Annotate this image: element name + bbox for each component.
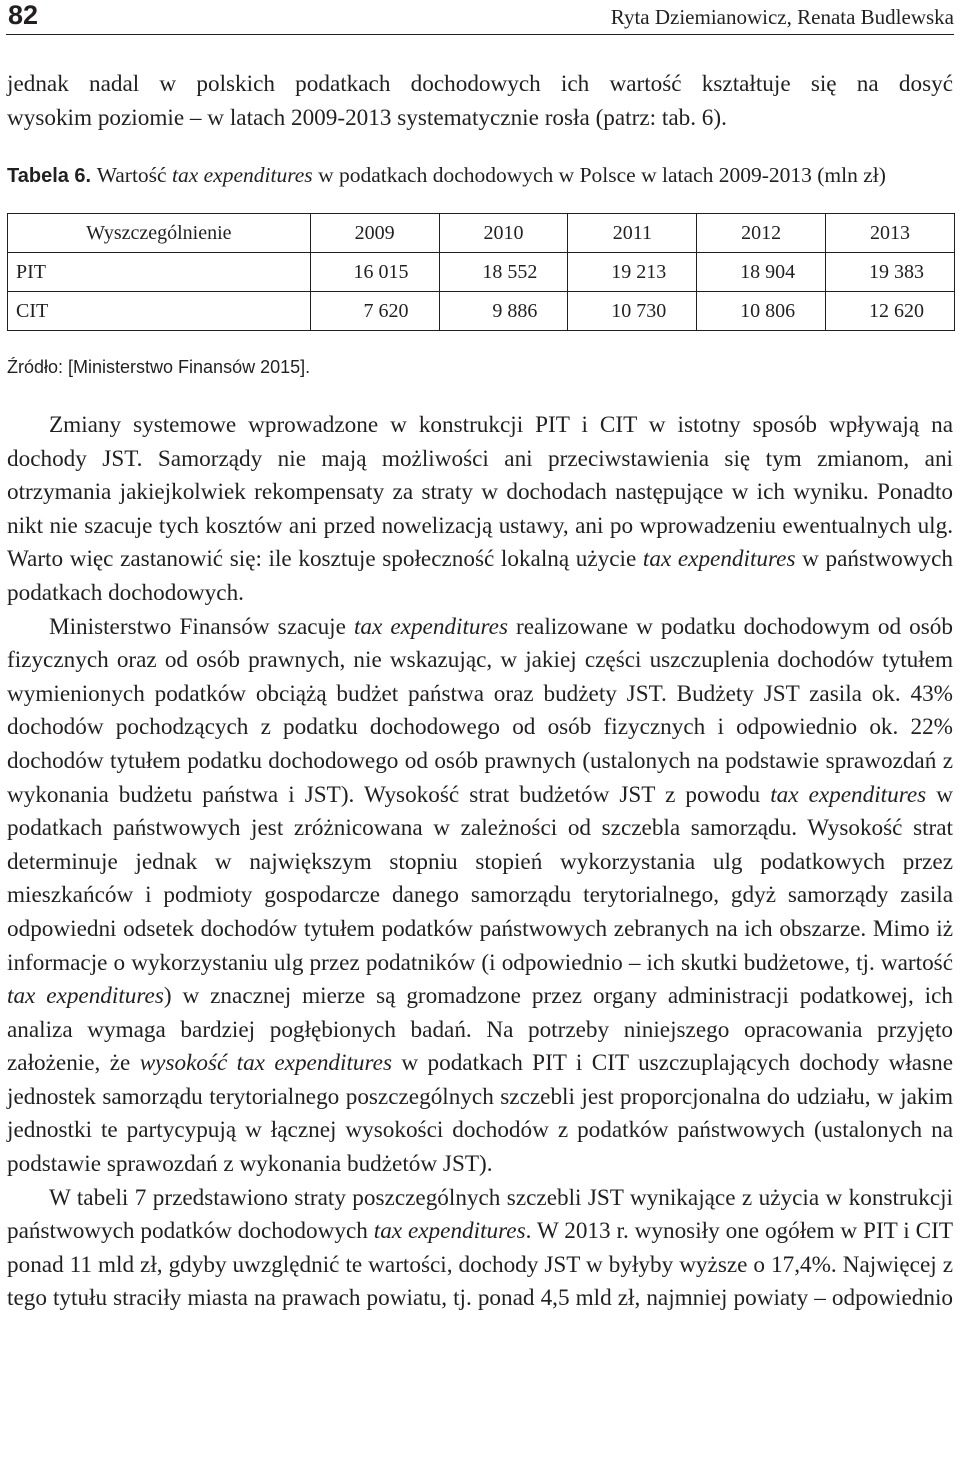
table-source: Źródło: [Ministerstwo Finansów 2015]. [7, 357, 311, 377]
caption-text-post: w podatkach dochodowych w Polsce w latach 2009-2013 (mln zł) [318, 163, 886, 187]
paragraph-2-text: ) w znacznej mierze są gromadzone przez organy administracji podatkowej, ich analiza wymaga bardziej pogłębionych badań. Na potrzeby niniejszego opracowania przyjęto założenie, że [7, 983, 953, 1077]
paragraph-2-italic: tax expenditures [770, 781, 927, 808]
table-cell: 7 620 [310, 292, 439, 331]
caption-text-pre: Wartość [96, 163, 167, 187]
paragraph-3 [7, 1182, 953, 1316]
paragraph-3-italic: tax expenditures [373, 1218, 526, 1245]
table-label: Tabela 6. [7, 165, 92, 187]
table-cell: 19 213 [568, 253, 697, 292]
paragraph-2-italic: tax expenditures [7, 983, 164, 1010]
paragraph-2-italic: tax expenditures [353, 613, 508, 640]
page-header [6, 0, 954, 35]
paragraph-1-text: Zmiany systemowe wprowadzone w konstrukcji PIT i CIT w istotny sposób wpływają na dochody JST. Samorządy nie mają możliwości ani przeciwstawienia się tym zmianom, ani otrzymania jakiejkolwiek rekompensaty za straty w dochodach następujące w ich wyniku. Ponadto nikt nie szacuje tych kosztów ani przed nowelizacją ustawy, ani po wprowadzeniu ewentualnych ulg. Warto więc zastanowić się: ile kosztuje społeczność lokalną użycie [7, 412, 953, 573]
table-header-cell: 2012 [697, 214, 826, 253]
table-cell: 18 904 [697, 253, 826, 292]
paragraph-1 [7, 409, 953, 611]
table-header-cell: 2013 [826, 214, 955, 253]
paragraph-2-text: w podatkach państwowych jest zróżnicowana w zależności od szczebla samorządu. Wysokość strat determinuje jednak w największym stopniu stopień wykorzystania ulg podatkowych przez mieszkańców i podmioty gospodarcze danego samorządu terytorialnego, gdyż samorządy zasila odpowiedni odsetek dochodów tytułem podatków państwowych zebranych na ich obszarze. Mimo iż informacje o wykorzystaniu ulg przez podatników (i odpowiednio – ich skutki budżetowe, tj. wartość [7, 781, 953, 976]
paragraph-1-end: w państwowych podatkach dochodowych. [7, 546, 953, 606]
table-cell: 10 730 [568, 292, 697, 331]
page-number: 82 [8, 0, 39, 30]
paragraph-2-text: Ministerstwo Finansów szacuje [49, 613, 346, 640]
paragraph-2-italic: wysokość tax expenditures [139, 1050, 392, 1077]
paragraph-2-text: w podatkach PIT i CIT uszczuplających dochody własne jednostek samorządu terytorialnego poszczególnych szczebli jest proporcjonalna do udziału, w jakim jednostki te partycypują w łącznej wysokości dochodów z podatków państwowych (ustalonych na podstawie sprawozdań z wykonania budżetów JST). [7, 1050, 953, 1178]
tax-expenditures-table [7, 213, 955, 331]
intro-line-2: wysokim poziomie – w latach 2009-2013 systematycznie rosła (patrz: tab. 6). [7, 104, 727, 131]
table-header-cell: 2009 [310, 214, 439, 253]
table-row [8, 292, 955, 331]
table-header-cell: Wyszczególnienie [8, 214, 311, 253]
paragraph-2-text: realizowane w podatku dochodowym od osób fizycznych oraz od osób prawnych, nie wskazując, w jakiej części uszczuplenia dochodów tytułem wymienionych podatków obciążą budżet państwa oraz budżety JST. Budżety JST zasila ok. 43% dochodów pochodzących z podatku dochodowego od osób fizycznych i odpowiednio ok. 22% dochodów tytułem podatku dochodowego od osób prawnych (ustalonych na podstawie sprawozdań z wykonania budżetu państwa i JST). Wysokość strat budżetów JST z powodu [7, 613, 953, 808]
paragraph-1-italic: tax expenditures [642, 546, 796, 573]
paragraph-3-text: W tabeli 7 przedstawiono straty poszczególnych szczebli JST wynikające z użycia w konstrukcji państwowych podatków dochodowych [7, 1184, 953, 1245]
table-row [8, 253, 955, 292]
table-caption [7, 163, 953, 188]
table-cell: 19 383 [826, 253, 955, 292]
table-row-label: PIT [8, 253, 311, 292]
caption-text-italic: tax expenditures [171, 163, 313, 187]
running-head-authors: Ryta Dziemianowicz, Renata Budlewska [610, 5, 954, 29]
table-cell: 16 015 [310, 253, 439, 292]
table-row-label: CIT [8, 292, 311, 331]
paragraph-3-text: . W 2013 r. wynosiły one ogółem w PIT i CIT ponad 11 mld zł, gdyby uwzględnić te wartości, dochody JST w byłyby wyższe o 17,4%. Najwięcej z tego tytułu straciły miasta na prawach powiatu, tj. ponad 4,5 mld zł, najmniej powiaty – odpowiednio [7, 1218, 953, 1312]
table-header-row [8, 214, 955, 253]
table-header-cell: 2010 [439, 214, 568, 253]
table-cell: 9 886 [439, 292, 568, 331]
table-header-cell: 2011 [568, 214, 697, 253]
intro-line-1: jednak nadal w polskich podatkach dochodowych ich wartość kształtuje się na dosyć [7, 71, 953, 97]
table-cell: 10 806 [697, 292, 826, 331]
table-cell: 18 552 [439, 253, 568, 292]
intro-paragraph [7, 68, 953, 135]
table-cell: 12 620 [826, 292, 955, 331]
paragraph-2 [7, 611, 953, 1182]
body-text [7, 409, 953, 1316]
